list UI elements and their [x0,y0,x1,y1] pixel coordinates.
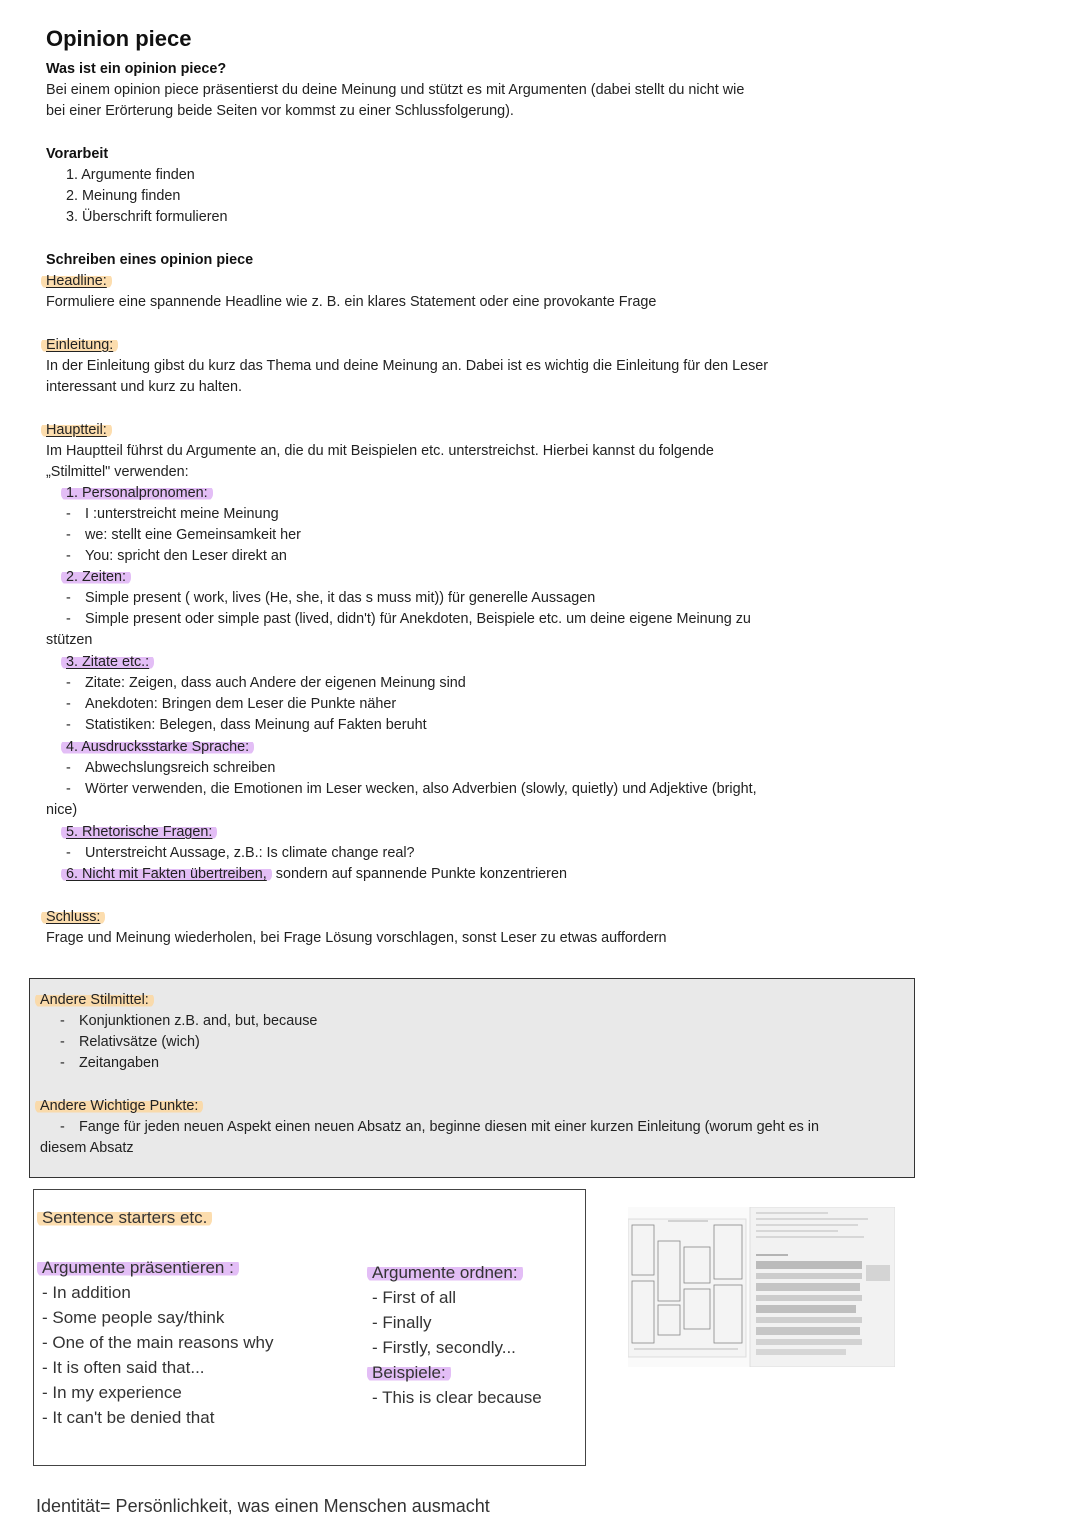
list-item: - In my experience [42,1383,182,1402]
beispiele-label: Beispiele: [367,1363,451,1382]
list-item: - Statistiken: Belegen, dass Meinung auf Fakten beruht [66,717,427,733]
list-item: - we: stellt eine Gemeinsamkeit her [66,527,301,543]
stilmittel-6-label: 6. Nicht mit Fakten übertreiben, [61,866,272,882]
list-item: - You: spricht den Leser direkt an [66,548,287,564]
list-item: - Anekdoten: Bringen dem Leser die Punkte näher [66,696,397,712]
vorarbeit-heading: Vorarbeit [46,146,109,162]
argumente-praesentieren-label: Argumente präsentieren : [37,1258,239,1277]
stilmittel-6-line: 6. Nicht mit Fakten übertreiben, sondern auf spannende Punkte konzentrieren [66,864,567,885]
einleitung-text-line-2: interessant und kurz zu halten. [46,379,242,395]
list-item: - This is clear because [372,1388,542,1407]
einleitung-label: Einleitung: [41,337,118,353]
sentence-starters-title: Sentence starters etc. [37,1208,212,1227]
list-item-continued: stützen [46,632,93,648]
list-item: - I :unterstreicht meine Meinung [66,506,279,522]
stilmittel-4-label: 4. Ausdrucksstarke Sprache: [61,739,254,755]
list-item-continued: nice) [46,802,78,818]
einleitung-text-line-1: In der Einleitung gibst du kurz das Thema und deine Meinung an. Dabei ist es wichtig die Einleitung für den Leser [46,358,769,374]
notes-photo-thumbnail [628,1207,895,1367]
vorarbeit-item: 3. Überschrift formulieren [66,209,228,225]
andere-wichtige-punkte-label: Andere Wichtige Punkte: [35,1098,203,1114]
list-item: - Abwechslungsreich schreiben [66,760,276,776]
list-item: - Simple present ( work, lives (He, she, it das s muss mit)) für generelle Aussagen [66,590,596,606]
schreiben-heading: Schreiben eines opinion piece [46,252,254,268]
intro-text-line-2: bei einer Erörterung beide Seiten vor kommst zu einer Schlussfolgerung). [46,103,514,119]
list-item: - Unterstreicht Aussage, z.B.: Is climate change real? [66,845,415,861]
hauptteil-label: Hauptteil: [41,422,112,438]
list-item: - Simple present oder simple past (lived, didn't) für Anekdoten, Beispiele etc. um deine eigene Meinung zu [66,611,751,627]
list-item: - Wörter verwenden, die Emotionen im Leser wecken, also Adverbien (slowly, quietly) und Adjektive (bright, [66,781,757,797]
info-box [29,978,915,1178]
schluss-text: Frage und Meinung wiederholen, bei Frage Lösung vorschlagen, sonst Leser zu etwas auffordern [46,930,667,946]
intro-heading: Was ist ein opinion piece? [46,61,227,77]
list-item: - It is often said that... [42,1358,205,1377]
list-item: - Konjunktionen z.B. and, but, because [60,1013,318,1029]
list-item: - In addition [42,1283,131,1302]
intro-text-line-1: Bei einem opinion piece präsentierst du deine Meinung und stützt es mit Argumenten (dabei stellt du nicht wie [46,82,745,98]
list-item: - One of the main reasons why [42,1333,274,1352]
list-item-continued: diesem Absatz [40,1140,134,1156]
hauptteil-text-line-1: Im Hauptteil führst du Argumente an, die du mit Beispielen etc. unterstreichst. Hierbei kannst du folgende [46,443,714,459]
argumente-ordnen-label: Argumente ordnen: [367,1263,523,1282]
list-item: - Relativsätze (wich) [60,1034,200,1050]
stilmittel-3-label: 3. Zitate etc.: [61,654,154,670]
list-item: - Finally [372,1313,432,1332]
list-item: - Some people say/think [42,1308,225,1327]
headline-label: Headline: [41,273,112,289]
identitaet-definition: Identität= Persönlichkeit, was einen Menschen ausmacht [36,1496,490,1516]
schluss-label: Schluss: [41,909,105,925]
headline-text: Formuliere eine spannende Headline wie z. B. ein klares Statement oder eine provokante Frage [46,294,657,310]
list-item: - It can't be denied that [42,1408,215,1427]
andere-stilmittel-label: Andere Stilmittel: [35,992,154,1008]
vorarbeit-item: 2. Meinung finden [66,188,181,204]
list-item: - Fange für jeden neuen Aspekt einen neuen Absatz an, beginne diesen mit einer kurzen Einleitung (worum geht es in [60,1119,820,1135]
vorarbeit-item: 1. Argumente finden [66,167,195,183]
stilmittel-2-label: 2. Zeiten: [61,569,131,585]
list-item: - Firstly, secondly... [372,1338,516,1357]
hauptteil-text-line-2: „Stilmittel" verwenden: [46,464,189,480]
page-title: Opinion piece [46,26,192,51]
list-item: - First of all [372,1288,457,1307]
stilmittel-5-label: 5. Rhetorische Fragen: [61,824,217,840]
list-item: - Zitate: Zeigen, dass auch Andere der eigenen Meinung sind [66,675,466,691]
list-item: - Zeitangaben [60,1055,160,1071]
stilmittel-1-label: 1. Personalpronomen: [61,485,213,501]
